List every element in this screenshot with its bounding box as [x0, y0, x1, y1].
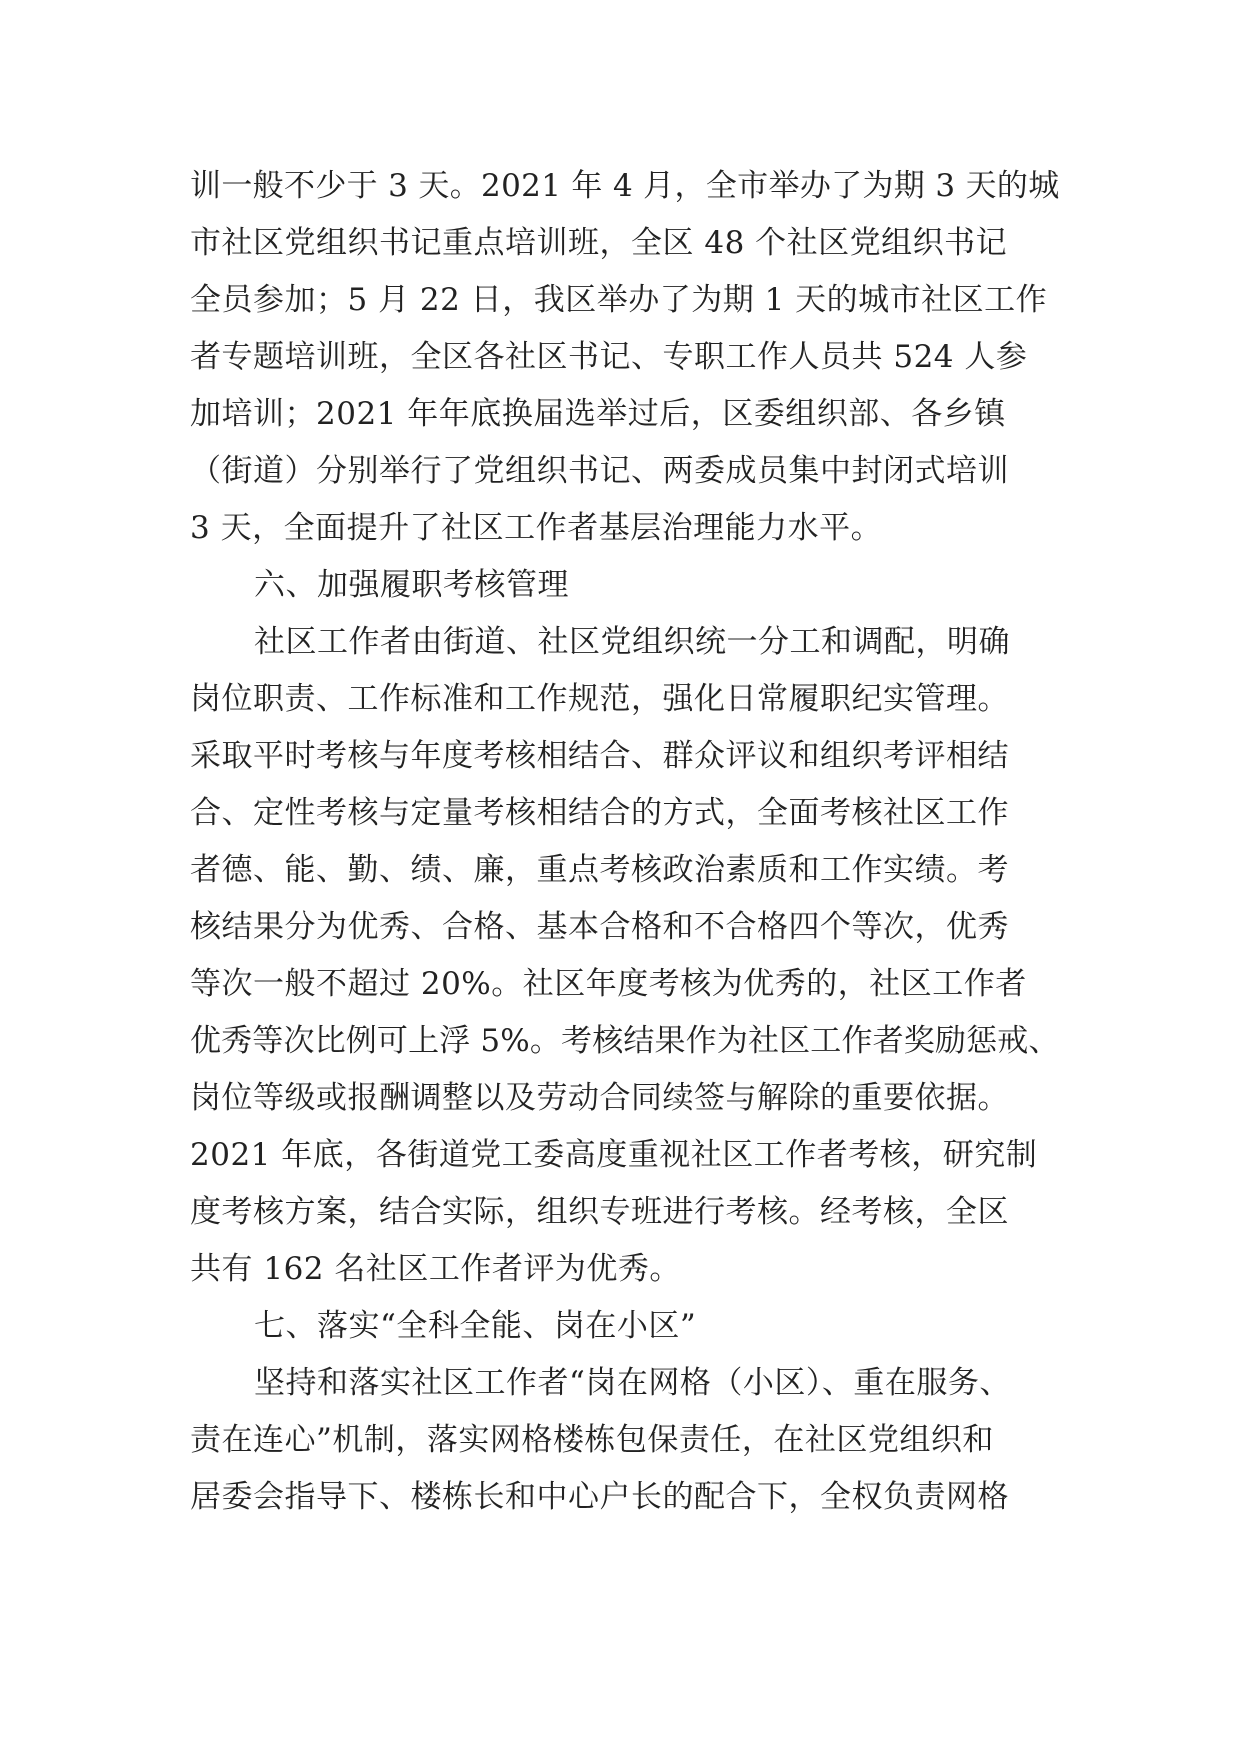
text-line: 者专题培训班，全区各社区书记、专职工作人员共 524 人参	[190, 339, 1028, 375]
section-heading-seven: 七、落实“全科全能、岗在小区”	[254, 1308, 697, 1344]
text-line: 训一般不少于 3 天。2021 年 4 月，全市举办了为期 3 天的城	[190, 168, 1060, 204]
text-line: 者德、能、勤、绩、廉，重点考核政治素质和工作实绩。考	[190, 852, 1009, 888]
text-line: 核结果分为优秀、合格、基本合格和不合格四个等次，优秀	[190, 909, 1009, 945]
text-line: 岗位等级或报酬调整以及劳动合同续签与解除的重要依据。	[190, 1080, 1009, 1116]
text-line: 市社区党组织书记重点培训班，全区 48 个社区党组织书记	[190, 225, 1008, 261]
text-line: 2021 年底，各街道党工委高度重视社区工作者考核，研究制	[190, 1137, 1038, 1173]
document-body	[190, 158, 1060, 1526]
text-line: 坚持和落实社区工作者“岗在网格（小区）、重在服务、	[254, 1365, 1011, 1401]
text-line: 全员参加；5 月 22 日，我区举办了为期 1 天的城市社区工作	[190, 282, 1048, 318]
text-line: 加培训；2021 年年底换届选举过后，区委组织部、各乡镇	[190, 396, 1006, 432]
text-line: 优秀等次比例可上浮 5%。考核结果作为社区工作者奖励惩戒、	[190, 1023, 1060, 1059]
text-line: 等次一般不超过 20%。社区年度考核为优秀的，社区工作者	[190, 966, 1027, 1002]
text-line: 3 天，全面提升了社区工作者基层治理能力水平。	[190, 510, 883, 546]
text-line: 责在连心”机制，落实网格楼栋包保责任，在社区党组织和	[190, 1422, 994, 1458]
text-line: （街道）分别举行了党组织书记、两委成员集中封闭式培训	[190, 453, 1009, 489]
text-line: 合、定性考核与定量考核相结合的方式，全面考核社区工作	[190, 795, 1009, 831]
section-heading-six: 六、加强履职考核管理	[254, 567, 569, 603]
text-line: 度考核方案，结合实际，组织专班进行考核。经考核，全区	[190, 1194, 1009, 1230]
text-line: 共有 162 名社区工作者评为优秀。	[190, 1251, 681, 1287]
text-line: 采取平时考核与年度考核相结合、群众评议和组织考评相结	[190, 738, 1009, 774]
text-line: 岗位职责、工作标准和工作规范，强化日常履职纪实管理。	[190, 681, 1009, 717]
text-line: 居委会指导下、楼栋长和中心户长的配合下，全权负责网格	[190, 1479, 1009, 1515]
text-line: 社区工作者由街道、社区党组织统一分工和调配，明确	[254, 624, 1010, 660]
